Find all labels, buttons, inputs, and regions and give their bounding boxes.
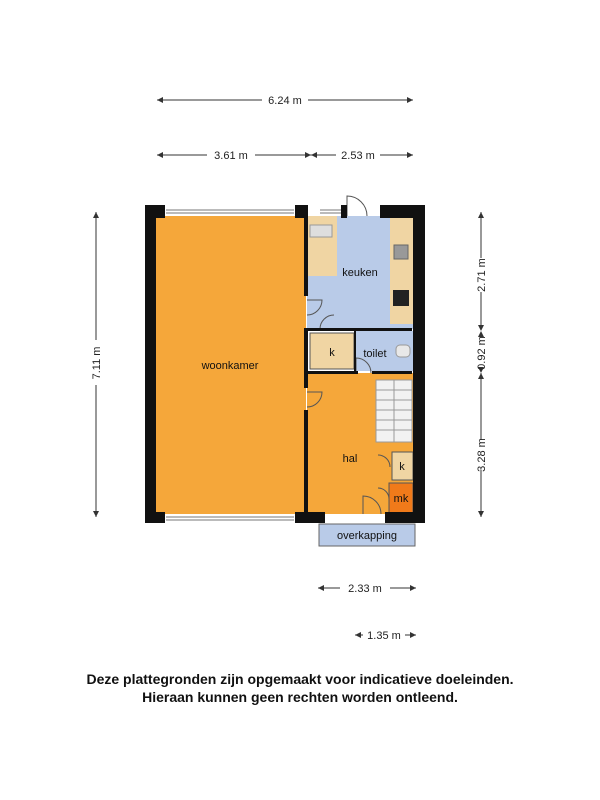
dim-keuken-depth: 2.71 m — [476, 258, 488, 292]
door-keuken-icon — [347, 196, 367, 216]
kitchen-counter-right — [390, 216, 413, 324]
label-keuken: keuken — [342, 267, 378, 279]
fridge-icon — [310, 225, 332, 237]
label-overkapping: overkapping — [337, 530, 397, 542]
dim-toilet-depth: 0.92 m — [476, 336, 488, 370]
sink-icon — [394, 245, 408, 259]
label-toilet: toilet — [363, 348, 387, 360]
dim-total-depth: 7.11 m — [91, 346, 103, 380]
disclaimer-line-2: Hieraan kunnen geen rechten worden ontleend. — [142, 689, 458, 705]
toilet-bowl-icon — [396, 345, 410, 357]
stove-icon — [393, 290, 409, 306]
dim-bottom-width: 1.35 m — [367, 630, 401, 642]
label-meterkast: mk — [393, 493, 409, 505]
dim-hal-depth: 3.28 m — [476, 438, 488, 472]
disclaimer-line-1: Deze plattegronden zijn opgemaakt voor indicatieve doeleinden. — [86, 671, 514, 687]
toilet-fixture — [396, 345, 410, 357]
label-hal: hal — [342, 453, 358, 465]
stairs — [376, 380, 412, 442]
label-woonkamer: woonkamer — [201, 360, 259, 372]
label-kast-hal: k — [399, 461, 405, 473]
dim-overkapping-width: 2.33 m — [348, 583, 382, 595]
dim-keuken-width: 2.53 m — [341, 150, 375, 162]
dim-woonkamer-width: 3.61 m — [214, 150, 248, 162]
label-kast-toilet: k — [329, 347, 335, 359]
dim-total-width: 6.24 m — [268, 95, 302, 107]
